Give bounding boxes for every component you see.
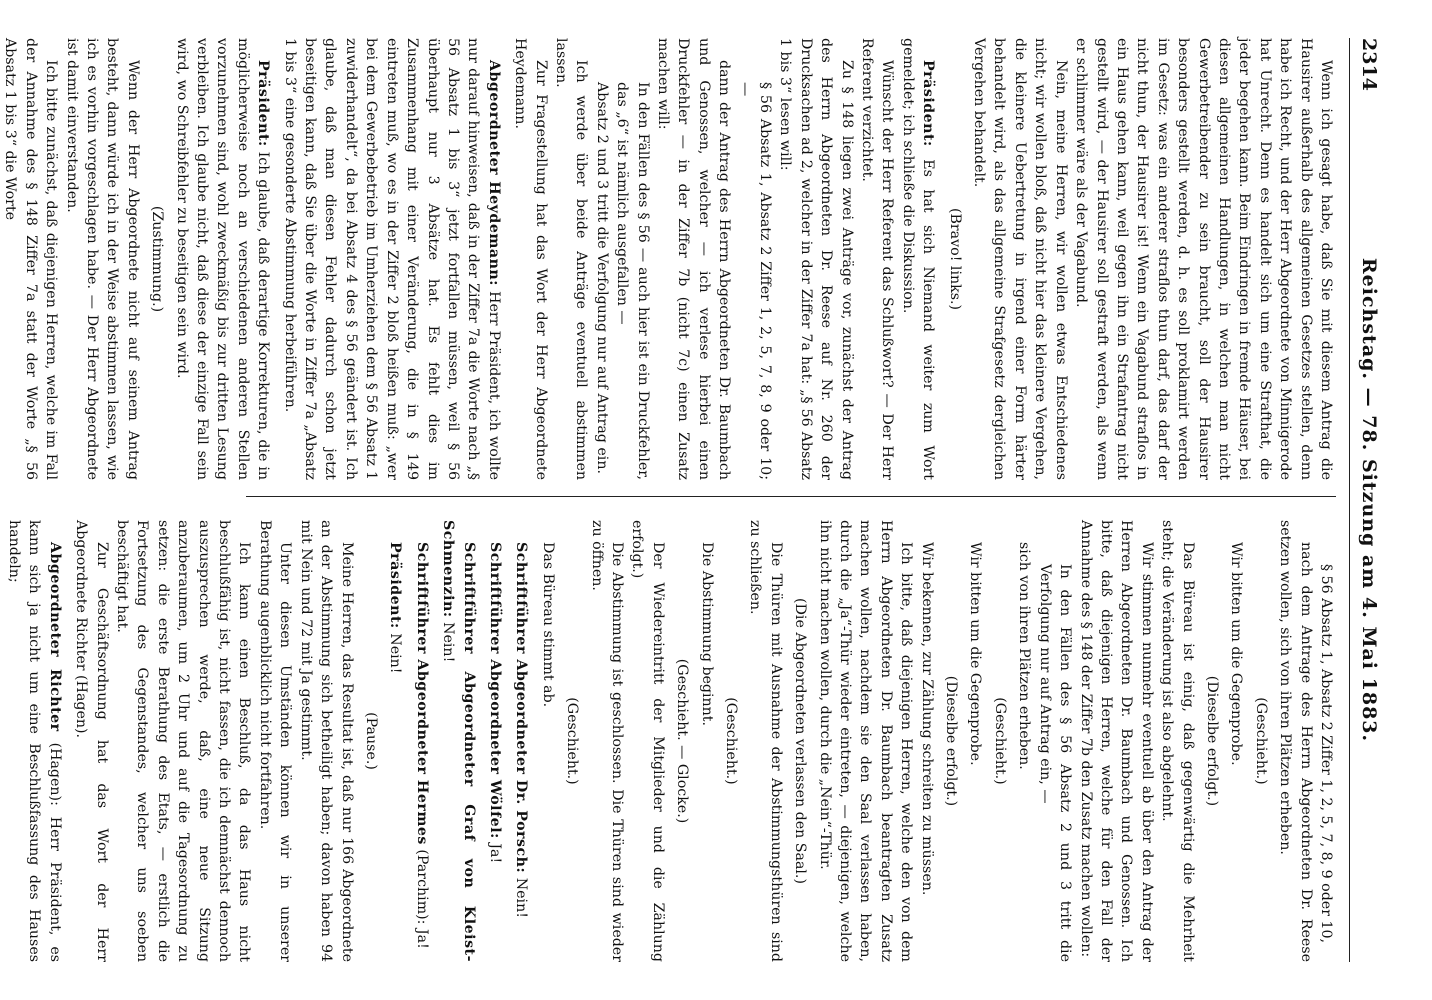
speech-paragraph <box>897 38 938 480</box>
stage-direction: (Dieselbe erfolgt.) <box>943 675 960 807</box>
left-column <box>2 38 1336 480</box>
paragraph: Wenn der Herr Abgeordnete nicht auf seinem Antrag besteht, dann würde ich in der Weise abstimmen lassen, wie ich es vorhin vorgeschlagen habe. — Der Herr Abgeordnete ist damit einverstanden. <box>63 38 141 480</box>
speech-text: Herr Präsident, ich wollte nur darauf hinweisen, daß in der Ziffer 7a die Worte nach „§ 56 Absatz 1 bis 3“ jetzt fortfallen müssen, weil § 56 überhaupt nur 3 Absätze hat. Es fehlt dies im Zusammenhang mit einer Veränderung, die in § 149 eintreten muß, wo es in der Ziffer 2 bloß heißen muß: „wer bei dem Gewerbebetrieb im Umherziehen dem § 56 Absatz 1 zuwiderhandelt“, da bei Absatz 4 des § 56 geändert ist. Ich glaube, daß man diesen Fehler dadurch schon jetzt beseitigen kann, daß Sie über die Worte in Ziffer 7a „Absatz 1 bis 3“ eine gesonderte Abstimmung herbeiführen. <box>281 38 502 480</box>
speaker-name: Schriftführer Abgeordneter Dr. Porsch: <box>513 542 530 874</box>
paragraph: Ich werde über beide Anträge eventuell abstimmen lassen. <box>552 38 590 480</box>
paragraph: Ich bitte zunächst, daß diejenigen Herren, welche im Fall der Annahme des § 148 Ziffer 7a statt der Worte „§ 56 Absatz 1 bis 3“ die Worte <box>2 38 60 480</box>
speech-paragraph <box>4 520 65 962</box>
speech-text: Nein! <box>387 633 404 674</box>
quoted-text: In den Fällen des § 56 — auch hier ist ein Druckfehler, das „6“ ist nämlich ausgefallen — <box>614 82 651 480</box>
paragraph: nach dem Antrage des Herrn Abgeordneten Dr. Reese setzen wollen, sich von ihren Plätzen erheben. <box>1277 520 1314 962</box>
speaker-name: Präsident: <box>255 60 272 147</box>
speech-text: (Parchim): Ja! <box>413 849 430 949</box>
speaker-name: Schriftführer Abgeordneter Graf von Kleist-Schmenzin: <box>440 520 477 962</box>
paragraph: Nein, meine Herren, wir wollen etwas Entschiedenes nicht; wir wollen bloß, daß nicht hier das kleinere Vergehen, die kleinere Uebertretung in irgend einer Form härter behandelt wird, als das allgemeine Strafgesetz dergleichen Vergehen behandelt. <box>971 38 1069 480</box>
speech-text: Nein! <box>513 877 530 918</box>
speaker-name: Abgeordneter Richter <box>46 542 63 732</box>
quoted-text: § 56 Absatz 1, Absatz 2 Ziffer 1, 2, 5, 7, 8, 9 oder 10, <box>1318 564 1334 944</box>
speech-text: Ich glaube, daß derartige Korrekturen, die in möglicherweise noch an verschiedenen anderen Stellen vorzunehmen sind, wohl zweckmäßig bis zur dritten Lesung verbleiben. Ich glaube nicht, daß diese der einzige Fall sein wird, wo Schreibfehler zu beseitigen sein wird. <box>173 38 272 480</box>
paragraph: Wir bitten um die Gegenprobe. <box>1228 542 1245 766</box>
stage-direction: (Geschieht.) <box>564 697 581 785</box>
speech-paragraph <box>385 520 405 962</box>
paragraph: Wir bekennen, zur Zählung schreiten zu müssen. <box>918 542 935 896</box>
column-divider <box>246 496 1336 497</box>
speech-text: Ja! <box>486 843 503 864</box>
paragraph: Wünscht der Herr Referent das Schlußwort? — Der Herr Referent verzichtet. <box>859 38 896 480</box>
speech-paragraph <box>411 520 431 962</box>
page-number: 2314 <box>1358 38 1380 91</box>
paragraph: Wir stimmen nunmehr eventuell ab über den Antrag der Herren Abgeordneten Dr. Baumbach und Genossen. Ich bitte, daß diejenigen Herren, welche für den Fall der Annahme des § 148 der Ziffer 7b den Zusatz machen wollen: <box>1077 520 1155 962</box>
paragraph: Ich kann einen Beschluß, da das Haus nicht beschlußfähig ist, nicht fassen, die ich demnächst dennoch auszusprechen werde, daß, eine neue Sitzung anzuberaumen, um 2 Uhr und auf die Tagesordnung zu setzen: die erste Berathung des Etats, — erstlich die Fortsetzung des Gegenstandes, welcher uns soeben beschäftigt hat. <box>114 520 253 962</box>
paragraph: Das Büreau stimmt ab. <box>539 542 556 708</box>
quoted-text: § 56 Absatz 1, Absatz 2 Ziffer 1, 2, 5, 7, 8, 9 oder 10; — <box>736 82 774 480</box>
paragraph: Wir bitten um die Gegenprobe. <box>967 542 984 766</box>
stage-direction: (Geschieht. — Glocke.) <box>674 658 691 824</box>
right-column <box>6 520 1336 962</box>
running-title: Reichstag. — 78. Sitzung am 4. Mai 1883. <box>1358 257 1380 743</box>
speech-paragraph <box>511 520 531 962</box>
paragraph: Meine Herren, das Resultat ist, daß nur 166 Abgeordnete an der Abstimmung sich betheiligt haben; davon haben 94 mit Nein und 72 mit Ja gestimmt. <box>297 520 355 962</box>
speaker-name: Präsident: <box>920 60 937 147</box>
paragraph: Der Wiedereintritt der Mitglieder und die Zählung erfolgt.) <box>629 520 666 962</box>
quoted-text: In den Fällen des § 56 Absatz 2 und 3 tritt die Verfolgung nur auf Antrag ein, — <box>1036 564 1074 962</box>
speech-paragraph <box>438 520 479 962</box>
stage-direction: (Die Abgeordneten verlassen den Saal.) <box>792 598 809 884</box>
paragraph: Unter diesen Umständen können wir in unserer Berathung augenblicklich nicht fortfahren. <box>256 520 294 962</box>
paragraph: Zur Geschäftsordnung hat das Wort der Herr Abgeordnete Richter (Hagen). <box>73 520 110 962</box>
stage-direction: (Pause.) <box>362 712 379 770</box>
stage-direction: (Bravo! links.) <box>946 207 963 311</box>
paragraph: Ich bitte, daß diejenigen Herren, welche den von dem Herrn Abgeordneten Dr. Baumbach beantragten Zusatz machen wollen, nachdem sie den Saal verlassen haben, durch die „Ja“-Thür wieder eintreten, — diejenigen, welche ihn nicht machen wollen, durch die „Nein“-Thür. <box>816 520 915 962</box>
speaker-name: Präsident: <box>387 542 404 629</box>
header-rule <box>1349 38 1350 962</box>
speech-text: Nein! <box>440 622 457 663</box>
speech-paragraph <box>171 38 273 480</box>
paragraph: Die Thüren mit Ausnahme der Abstimmungsthüren sind zu schließen. <box>747 520 784 962</box>
paragraph: Das Büreau ist einig, daß gegenwärtig die Mehrheit steht; die Veränderung ist also abgelehnt. <box>1159 520 1196 962</box>
paragraph: Die Abstimmung ist geschlossen. Die Thüren sind wieder zu öffnen. <box>588 520 625 962</box>
speech-paragraph <box>279 38 503 480</box>
paragraph: Die Abstimmung beginnt. <box>698 542 715 727</box>
stage-direction: (Geschieht.) <box>723 697 740 785</box>
speaker-name: Abgeordneter Heydemann: <box>485 60 502 286</box>
stage-direction: (Zustimmung.) <box>149 205 166 313</box>
paragraph: Zur Fragestellung hat das Wort der Herr Abgeordnete Heydemann. <box>512 38 549 480</box>
stage-direction: (Geschieht.) <box>1252 697 1269 785</box>
paragraph: dann der Antrag des Herrn Abgeordneten Dr. Baumbach und Genossen, welcher — ich verlese hierbei einen Druckfehler — in der Ziffer 7b (nicht 7c) einen Zusatz machen will: <box>655 38 733 480</box>
speech-text: (Hagen): Herr Präsident, es kann sich ja nicht um eine Beschlußfassung des Hauses handeln; <box>6 520 63 962</box>
quoted-text: Absatz 2 und 3 tritt die Verfolgung nur auf Antrag ein. <box>593 82 610 474</box>
stage-direction: (Geschieht.) <box>991 697 1008 785</box>
paragraph: Wenn ich gesagt habe, daß Sie mit diesem Antrag die Hausirer außerhalb des allgemeinen Gesetzes stellen, denn habe ich Recht, und der Herr Abgeordnete von Minnigerode hat Unrecht. Denn es handelt sich um eine Strafthat, die jeder begehen kann. Beim Eindringen in fremde Häuser, bei diesen allgemeinen Handlungen, in welchen man nicht Gewerbetreibender zu sein braucht, soll der Hausirer besonders gestellt werden, d. h. es soll proklamirt werden im Gesetz: was ein anderer straflos thun darf, das darf der nicht thun, der Hausirer ist! Wenn ein Vagabund straflos in ein Haus gehen kann, weil gegen ihn ein Strafantrag nicht gestellt wird, — der Hausirer soll gestraft werden, als wenn er schlimmer wäre als der Vagabund. <box>1073 38 1334 480</box>
speaker-name: Schriftführer Abgeordneter Hermes <box>413 542 430 845</box>
paragraph: sich von ihren Plätzen erheben. <box>1016 542 1033 770</box>
speech-text: Es hat sich Niemand weiter zum Wort gemeldet; ich schließe die Diskussion. <box>899 38 937 480</box>
page-header <box>1354 38 1380 962</box>
speaker-name: Schriftführer Abgeordneter Wölfel: <box>486 542 503 839</box>
paragraph: Zu § 148 liegen zwei Anträge vor, zunächst der Antrag des Herrn Abgeordneten Dr. Reese auf Nr. 260 der Drucksachen ad 2, welcher in der Ziffer 7a hat: „§ 56 Absatz 1 bis 3“ lesen will: <box>777 38 855 480</box>
speech-paragraph <box>485 520 505 962</box>
stage-direction: (Dieselbe erfolgt.) <box>1203 675 1220 807</box>
